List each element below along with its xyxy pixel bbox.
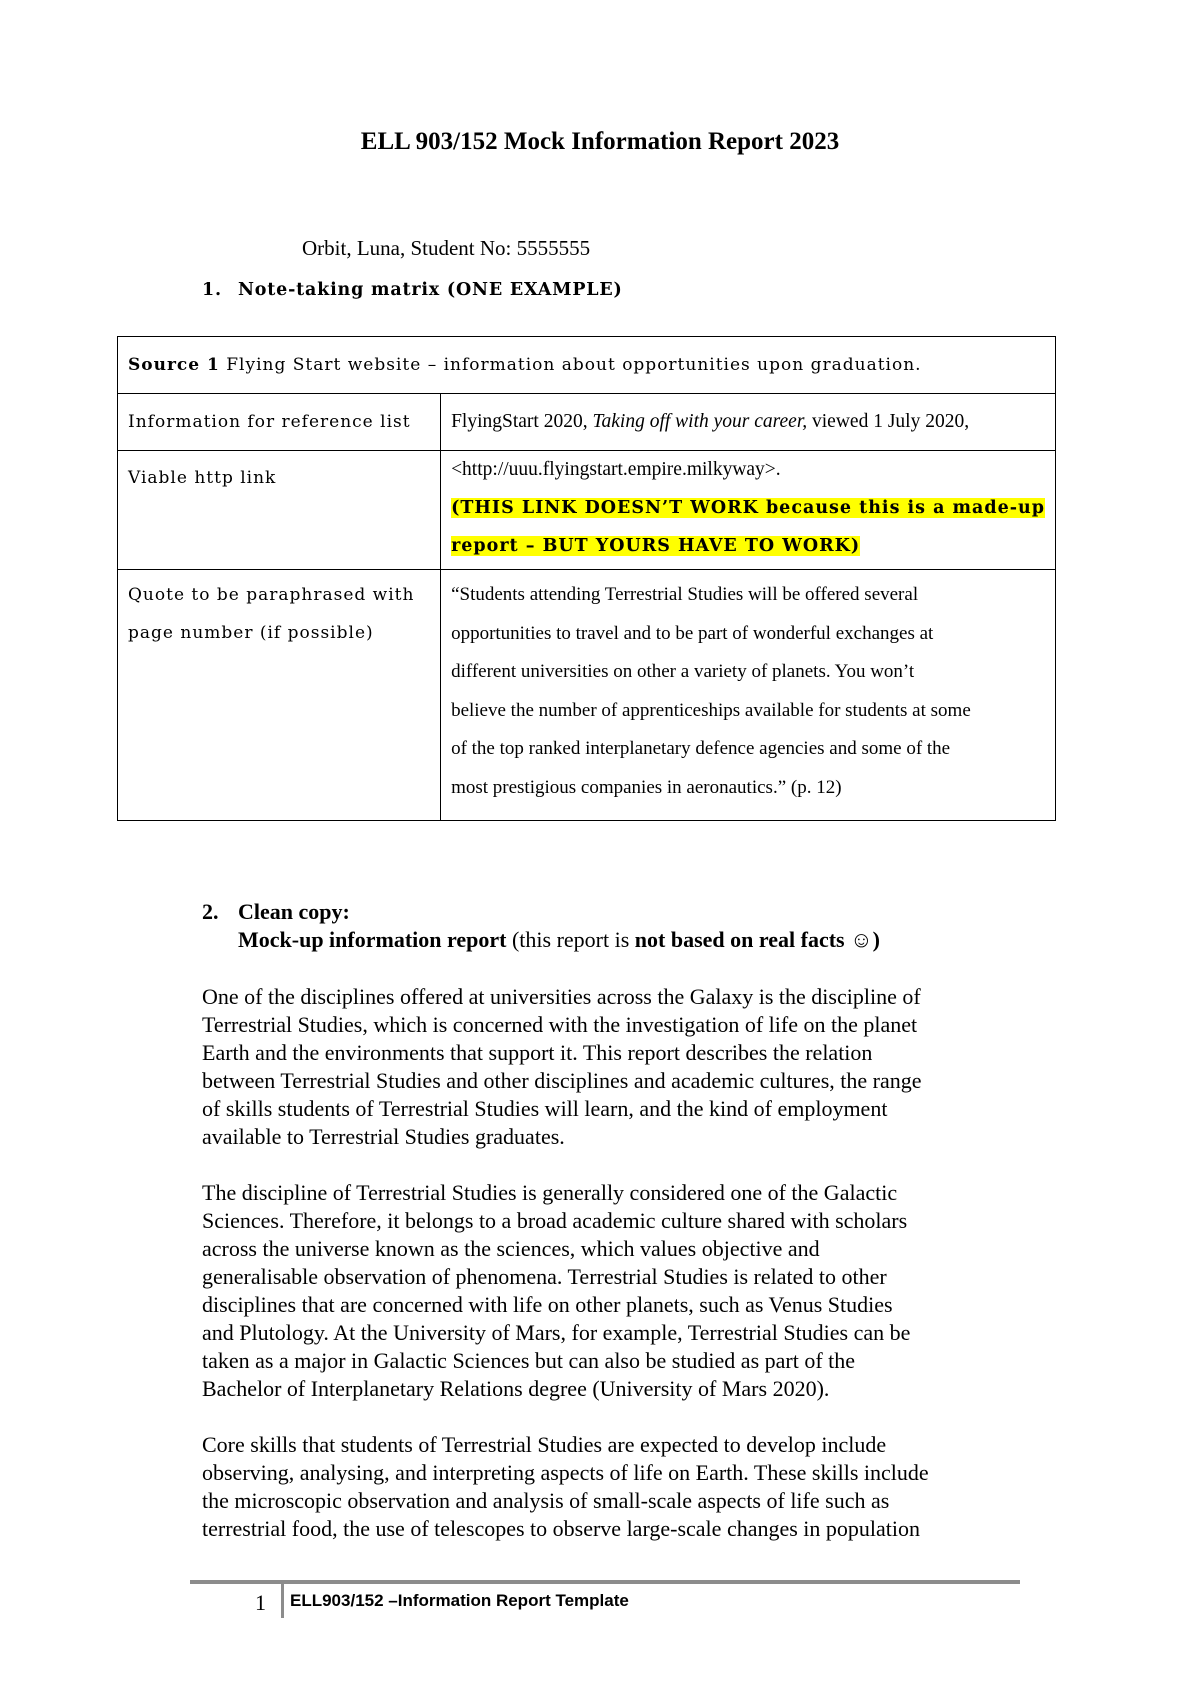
quote-line: believe the number of apprenticeships available for students at some: [451, 699, 971, 721]
link-row: [118, 451, 1056, 570]
paragraph-3: [202, 1431, 1082, 1543]
section-1-title: Note-taking matrix (ONE EXAMPLE): [238, 280, 623, 300]
quote-line: opportunities to travel and to be part of wonderful exchanges at: [451, 622, 934, 644]
reference-row: [118, 394, 1056, 451]
quote-line: of the top ranked interplanetary defence agencies and some of the: [451, 738, 951, 759]
quote-line: most prestigious companies in aeronautics.” (p. 12): [451, 776, 842, 798]
section-1-heading: [202, 280, 623, 300]
paragraph-line: disciplines that are concerned with life on other planets, such as Venus Studies: [202, 1292, 893, 1317]
subheading-bold: Mock-up information report: [238, 927, 507, 952]
page-number: 1: [255, 1590, 266, 1615]
paragraph-line: available to Terrestrial Studies graduates.: [202, 1124, 565, 1149]
section-2-subheading: [238, 927, 880, 953]
link-label-cell: [118, 451, 441, 570]
paragraph-line: terrestrial food, the use of telescopes to observe large-scale changes in population: [202, 1516, 921, 1541]
paragraph-line: Terrestrial Studies, which is concerned with the investigation of life on the planet: [202, 1012, 918, 1037]
source-text: Flying Start website – information about opportunities upon graduation.: [219, 355, 922, 375]
paragraph-line: The discipline of Terrestrial Studies is generally considered one of the Galactic: [202, 1180, 898, 1205]
paragraph-line: across the universe known as the sciences, which values objective and: [202, 1236, 820, 1261]
quote-line: different universities on other a variety of planets. You won’t: [451, 661, 915, 682]
quote-label-line-1: Quote to be paraphrased with: [128, 585, 415, 605]
link-warning-text-1: (THIS LINK DOESN’T WORK because this is a made-up: [451, 498, 1045, 518]
link-label: Viable http link: [128, 468, 277, 488]
quote-value-cell: [441, 570, 1056, 821]
link-url: <http://uuu.flyingstart.empire.milkyway>.: [451, 459, 781, 480]
quote-label-line-2: page number (if possible): [128, 623, 374, 643]
subheading-normal: (this report is: [506, 927, 635, 952]
document-title: ELL 903/152 Mock Information Report 2023: [360, 128, 840, 155]
footer-divider: [190, 1580, 1020, 1584]
reference-value-cell: [441, 394, 1056, 451]
section-1-number: 1.: [202, 280, 222, 300]
footer-separator: [281, 1584, 284, 1618]
note-taking-matrix: [117, 336, 1056, 821]
link-warning-line-2: [451, 527, 1045, 565]
paragraph-line: generalisable observation of phenomena. Terrestrial Studies is related to other: [202, 1264, 887, 1289]
reference-value-start: FlyingStart 2020,: [451, 411, 593, 432]
paragraph-line: the microscopic observation and analysis of small-scale aspects of life such as: [202, 1488, 890, 1513]
paragraph-line: Bachelor of Interplanetary Relations degree (University of Mars 2020).: [202, 1376, 830, 1401]
quote-row: [118, 570, 1056, 821]
source-label: Source 1: [128, 355, 220, 375]
paragraph-line: Earth and the environments that support it. This report describes the relation: [202, 1040, 873, 1065]
quote-line: “Students attending Terrestrial Studies will be offered several: [451, 584, 919, 605]
section-2-title: Clean copy:: [238, 899, 350, 924]
paragraph-line: taken as a major in Galactic Sciences but can also be studied as part of the: [202, 1348, 856, 1373]
reference-value-title: Taking off with your career,: [592, 411, 808, 432]
quote-label-cell: [118, 570, 441, 821]
student-line: Orbit, Luna, Student No: 5555555: [302, 236, 591, 260]
paragraph-line: of skills students of Terrestrial Studies will learn, and the kind of employment: [202, 1096, 888, 1121]
section-2-heading: [202, 899, 350, 925]
paragraph-line: Sciences. Therefore, it belongs to a broad academic culture shared with scholars: [202, 1208, 908, 1233]
section-2-number: 2.: [202, 899, 219, 924]
source-cell: [118, 337, 1056, 394]
paragraph-1: [202, 983, 1082, 1151]
paragraph-line: observing, analysing, and interpreting aspects of life on Earth. These skills include: [202, 1460, 929, 1485]
reference-value: [451, 394, 1045, 441]
link-warning-line-1: [451, 489, 1045, 527]
subheading-bold-end: not based on real facts ☺): [634, 927, 880, 952]
quote-text: [451, 570, 1045, 807]
link-value-cell: [441, 451, 1056, 570]
paragraph-line: and Plutology. At the University of Mars, for example, Terrestrial Studies can be: [202, 1320, 911, 1345]
source-row: [118, 337, 1056, 394]
link-warning-text-2: report – BUT YOURS HAVE TO WORK): [451, 536, 861, 556]
paragraph-line: between Terrestrial Studies and other disciplines and academic cultures, the range: [202, 1068, 922, 1093]
reference-label-cell: [118, 394, 441, 451]
paragraph-line: One of the disciplines offered at universities across the Galaxy is the discipline of: [202, 984, 921, 1009]
reference-label: Information for reference list: [128, 412, 411, 432]
reference-value-end: viewed 1 July 2020,: [807, 411, 970, 432]
footer-title: ELL903/152 –Information Report Template: [290, 1591, 629, 1610]
paragraph-2: [202, 1179, 1082, 1403]
paragraph-line: Core skills that students of Terrestrial Studies are expected to develop include: [202, 1432, 887, 1457]
